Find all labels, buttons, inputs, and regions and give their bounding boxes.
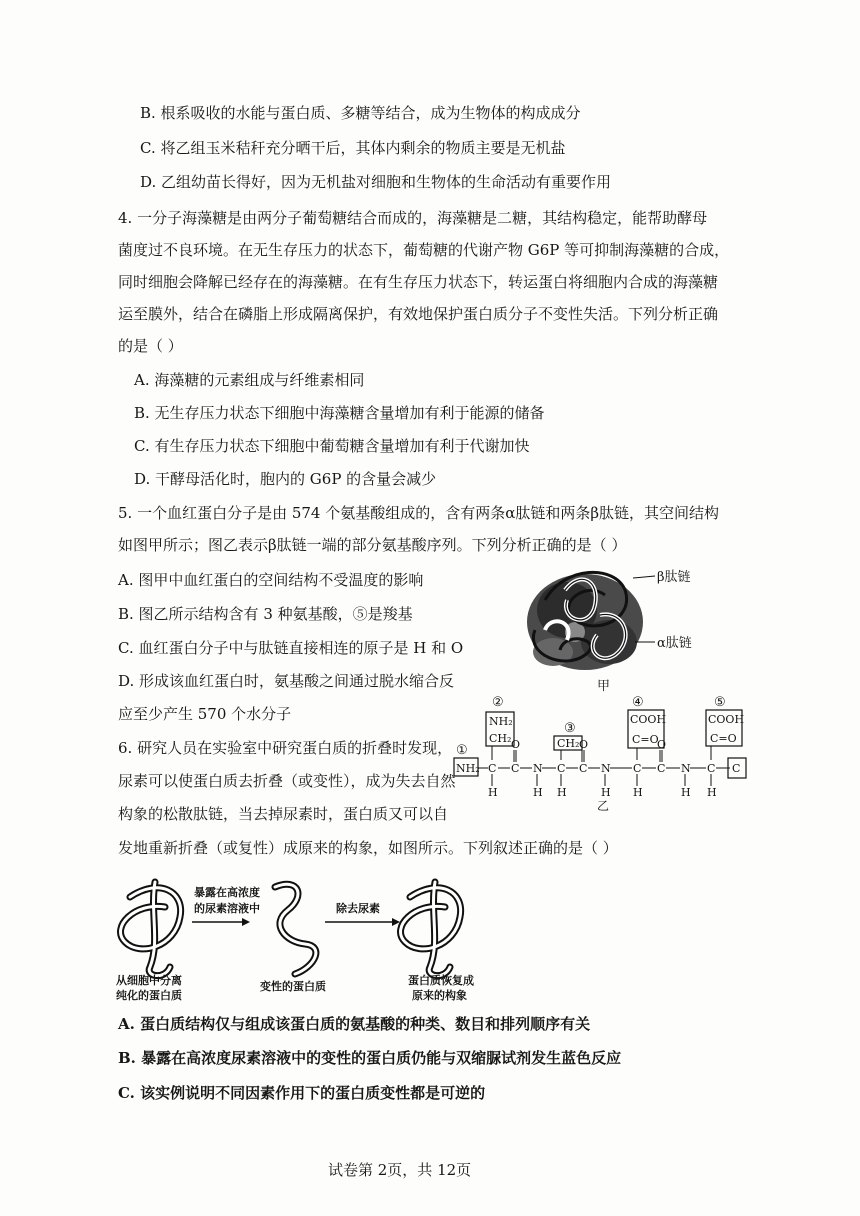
beta-chain-label: β肽链	[657, 570, 691, 585]
h-atom-6: H	[681, 786, 691, 799]
r4-cooh-text: COOH	[630, 713, 667, 726]
carbonyl-oxygen-1: O	[511, 738, 521, 751]
q6-stem-line: 尿素可以使蛋白质去折叠（或变性），成为失去自然	[118, 772, 456, 790]
carbonyl-oxygen-3: O	[657, 738, 667, 751]
q3-option-b: B. 根系吸收的水能与蛋白质、多糖等结合，成为生物体的构成成分	[140, 104, 581, 122]
q4-option-d: D. 干酵母活化时，胞内的 G6P 的含量会减少	[134, 470, 437, 488]
alpha-carbon-2: C	[557, 762, 566, 775]
amide-nitrogen-1: N	[533, 762, 543, 775]
alpha-carbon-3: C	[633, 762, 642, 775]
carbonyl-oxygen-2: O	[579, 738, 589, 751]
r2-nh2-text: NH₂	[489, 715, 513, 728]
q4-stem-line: 菌度过不良环境。在无生存压力的状态下，葡萄糖的代谢产物 G6P 等可抑制海藻糖的合成，	[118, 241, 730, 259]
h-atom-2: H	[533, 786, 543, 799]
nh2-group-text: NH₂	[456, 762, 480, 775]
carbonyl-carbon-2: C	[579, 762, 588, 775]
label-denatured-protein: 变性的蛋白质	[260, 980, 326, 993]
q6-option-b: B. 暴露在高浓度尿素溶液中的变性的蛋白质仍能与双缩脲试剂发生蓝色反应	[118, 1049, 622, 1067]
h-atom-1: H	[488, 786, 498, 799]
q6-stem-line: 6. 研究人员在实验室中研究蛋白质的折叠时发现，	[118, 739, 453, 757]
beta-leader-line	[633, 576, 655, 578]
circle-number-1: ①	[456, 743, 468, 758]
r5-cooh-text: COOH	[708, 713, 745, 726]
page-footer: 试卷第 2页，共 12页	[328, 1161, 472, 1179]
q4-stem-line: 运至膜外，结合在磷脂上形成隔离保护，有效地保护蛋白质分子不变性失活。下列分析正确	[118, 305, 719, 323]
figure-yi-caption: 乙	[597, 799, 610, 813]
label-restored-protein-bottom: 原来的构象	[412, 989, 467, 1002]
r4-co-text: C=O	[632, 733, 659, 746]
q4-option-c: C. 有生存压力状态下细胞中葡萄糖含量增加有利于代谢加快	[134, 437, 530, 455]
arrow-2-label: 除去尿素	[336, 902, 380, 915]
amide-nitrogen-3: N	[681, 762, 691, 775]
circle-number-5: ⑤	[714, 695, 726, 710]
carbonyl-carbon-1: C	[511, 762, 520, 775]
hemoglobin-figure	[505, 560, 725, 700]
q5-option-d: D. 形成该血红蛋白时，氨基酸之间通过脱水缩合反	[118, 672, 455, 690]
q5-stem-line: 5. 一个血红蛋白分子是由 574 个氨基酸组成的，含有两条α肽链和两条β肽链，其空间结构	[118, 504, 720, 522]
q3-option-d: D. 乙组幼苗长得好，因为无机盐对细胞和生物体的生命活动有重要作用	[140, 173, 612, 191]
circle-number-4: ④	[632, 695, 644, 710]
protein-folding-figure	[110, 872, 550, 1002]
q4-stem-line: 4. 一分子海藻糖是由两分子葡萄糖结合而成的，海藻糖是二糖，其结构稳定，能帮助酵母	[118, 209, 708, 227]
arrow-1-label-bottom: 的尿素溶液中	[194, 902, 260, 915]
q5-option-c: C. 血红蛋白分子中与肽链直接相连的原子是 H 和 O	[118, 639, 464, 657]
amide-nitrogen-2: N	[601, 762, 611, 775]
q4-stem-line: 同时细胞会降解已经存在的海藻糖。在有生存压力状态下，转运蛋白将细胞内合成的海藻糖	[118, 273, 719, 291]
circle-number-2: ②	[492, 695, 504, 710]
r3-ch2-text: CH₂	[557, 737, 580, 750]
alpha-carbon-1: C	[488, 762, 497, 775]
q3-option-c: C. 将乙组玉米秸秆充分晒干后，其体内剩余的物质主要是无机盐	[140, 139, 566, 157]
h-atom-5: H	[633, 786, 643, 799]
q5-option-a: A. 图甲中血红蛋白的空间结构不受温度的影响	[118, 571, 424, 589]
alpha-chain-label: α肽链	[657, 636, 692, 651]
q6-stem-line: 发地重新折叠（或复性）成原来的构象，如图所示。下列叙述正确的是（ ）	[118, 839, 618, 857]
h-atom-3: H	[557, 786, 567, 799]
q5-option-d-cont: 应至少产生 570 个水分子	[118, 705, 292, 723]
h-atom-7: H	[707, 786, 717, 799]
q6-option-a: A. 蛋白质结构仅与组成该蛋白质的氨基酸的种类、数目和排列顺序有关	[118, 1015, 591, 1033]
arrow-1-head	[242, 918, 250, 926]
arrow-1-label-top: 暴露在高浓度	[194, 886, 260, 899]
label-restored-protein-top: 蛋白质恢复成	[408, 974, 474, 987]
q6-stem-line: 构象的松散肽链，当去掉尿素时，蛋白质又可以自	[118, 805, 449, 823]
q4-option-b: B. 无生存压力状态下细胞中海藻糖含量增加有利于能源的储备	[134, 404, 545, 422]
peptide-sequence-figure	[452, 692, 762, 812]
q4-stem-line: 的是（ ）	[118, 337, 183, 355]
figure-jia-caption: 甲	[597, 679, 611, 694]
q5-option-b: B. 图乙所示结构含有 3 种氨基酸，⑤是羧基	[118, 605, 413, 623]
r5-co-text: C=O	[710, 732, 737, 745]
q4-option-a: A. 海藻糖的元素组成与纤维素相同	[134, 371, 365, 389]
carbonyl-carbon-3: C	[657, 762, 666, 775]
label-purified-protein-top: 从细胞中分离	[116, 974, 182, 987]
label-purified-protein-bottom: 纯化的蛋白质	[116, 989, 182, 1002]
terminal-carbon: C	[732, 762, 741, 775]
r2-ch2-text: CH₂	[489, 732, 512, 745]
q6-option-c: C. 该实例说明不同因素作用下的蛋白质变性都是可逆的	[118, 1084, 486, 1102]
q5-stem-line: 如图甲所示；图乙表示β肽链一端的部分氨基酸序列。下列分析正确的是（ ）	[118, 536, 627, 554]
alpha-carbon-4: C	[707, 762, 716, 775]
h-atom-4: H	[601, 786, 611, 799]
circle-number-3: ③	[564, 721, 576, 736]
